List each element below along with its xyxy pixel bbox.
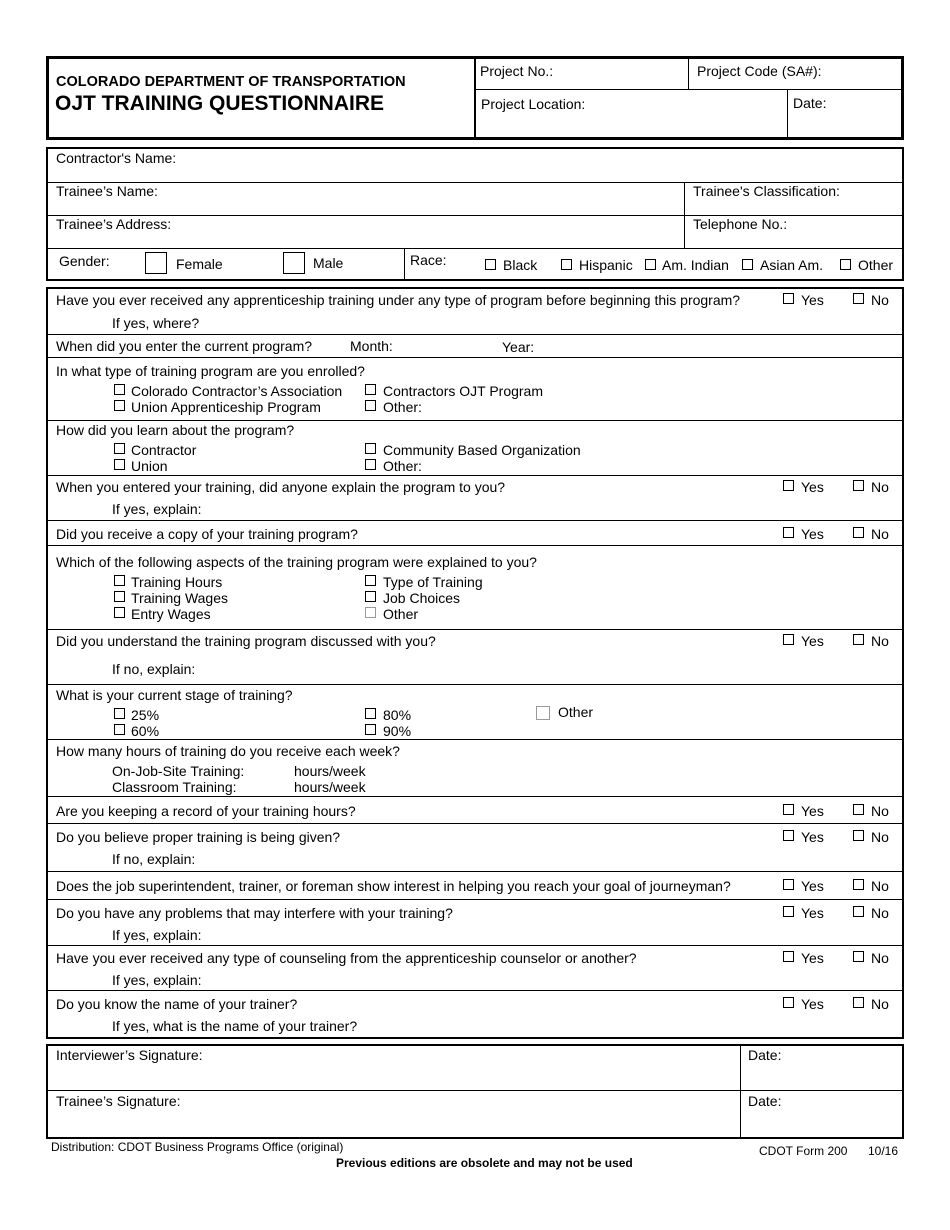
race-am-indian-label: Am. Indian (662, 257, 729, 273)
q9-other-label: Other (558, 704, 594, 720)
q15-no-checkbox[interactable] (853, 951, 864, 962)
project-no-label[interactable]: Project No.: (480, 63, 554, 79)
q14-text: Do you have any problems that may interfere with your training? (56, 905, 453, 921)
q7-wages-checkbox[interactable] (114, 591, 125, 602)
race-black-label: Black (503, 257, 538, 273)
q2-month-field[interactable]: Month: (350, 338, 393, 354)
q2-text: When did you enter the current program? (56, 338, 313, 354)
form-title: OJT TRAINING QUESTIONNAIRE (55, 92, 385, 115)
q10-text: How many hours of training do you receive each week? (56, 743, 400, 759)
gender-label: Gender: (59, 253, 110, 269)
q6-no-label: No (871, 526, 889, 542)
q8-no-label: No (871, 633, 889, 649)
q7-job-label: Job Choices (383, 590, 461, 606)
q2-year-field[interactable]: Year: (502, 339, 535, 355)
divider (47, 796, 903, 797)
q16-yes-label: Yes (801, 996, 824, 1012)
divider (47, 684, 903, 685)
header-divider (474, 58, 476, 138)
race-hispanic-label: Hispanic (579, 257, 633, 273)
q16-followup[interactable]: If yes, what is the name of your trainer? (112, 1018, 358, 1034)
form-number: CDOT Form 200 (759, 1144, 848, 1158)
q1-no-checkbox[interactable] (853, 293, 864, 304)
divider (47, 945, 903, 946)
q3-text: In what type of training program are you enrolled? (56, 363, 365, 379)
q12-no-label: No (871, 829, 889, 845)
q9-text: What is your current stage of training? (56, 687, 293, 703)
q8-followup[interactable]: If no, explain: (112, 661, 196, 677)
q9-25-label: 25% (131, 707, 160, 723)
q6-text: Did you receive a copy of your training program? (56, 526, 358, 542)
q8-no-checkbox[interactable] (853, 634, 864, 645)
telephone-field[interactable]: Telephone No.: (693, 216, 788, 232)
q14-no-checkbox[interactable] (853, 906, 864, 917)
q7-other-label: Other (383, 606, 419, 622)
trainee-signature-field[interactable]: Trainee’s Signature: (56, 1093, 181, 1109)
q10-onsite-label: On-Job-Site Training: (112, 763, 245, 779)
q12-followup[interactable]: If no, explain: (112, 851, 196, 867)
divider (47, 739, 903, 740)
q12-yes-checkbox[interactable] (783, 830, 794, 841)
q11-yes-checkbox[interactable] (783, 804, 794, 815)
race-asian-checkbox[interactable] (742, 259, 753, 270)
q15-yes-checkbox[interactable] (783, 951, 794, 962)
q4-contractor-label: Contractor (131, 442, 197, 458)
q3-cca-checkbox[interactable] (114, 384, 125, 395)
q1-yes-checkbox[interactable] (783, 293, 794, 304)
race-other-label: Other (858, 257, 894, 273)
divider (47, 334, 903, 335)
q8-text: Did you understand the training program discussed with you? (56, 633, 436, 649)
q16-text: Do you know the name of your trainer? (56, 996, 298, 1012)
q7-other-checkbox[interactable] (365, 607, 376, 618)
q7-type-label: Type of Training (383, 574, 483, 590)
female-label: Female (176, 256, 223, 272)
q14-no-label: No (871, 905, 889, 921)
q5-no-label: No (871, 479, 889, 495)
q12-no-checkbox[interactable] (853, 830, 864, 841)
q16-yes-checkbox[interactable] (783, 997, 794, 1008)
q9-90-checkbox[interactable] (365, 724, 376, 735)
q11-text: Are you keeping a record of your training hours? (56, 803, 356, 819)
q12-yes-label: Yes (801, 829, 824, 845)
q4-contractor-checkbox[interactable] (114, 443, 125, 454)
agency-name: COLORADO DEPARTMENT OF TRANSPORTATION (56, 74, 406, 90)
q13-text: Does the job superintendent, trainer, or foreman show interest in helping you reach your goal of journeyman? (56, 878, 731, 894)
q7-text: Which of the following aspects of the training program were explained to you? (56, 554, 537, 570)
q7-hours-checkbox[interactable] (114, 575, 125, 586)
q14-followup[interactable]: If yes, explain: (112, 927, 202, 943)
q13-yes-label: Yes (801, 878, 824, 894)
q13-no-label: No (871, 878, 889, 894)
q4-union-checkbox[interactable] (114, 459, 125, 470)
q4-cbo-label: Community Based Organization (383, 442, 581, 458)
q3-ojt-label: Contractors OJT Program (383, 383, 544, 399)
q3-union-label: Union Apprenticeship Program (131, 399, 321, 415)
q5-no-checkbox[interactable] (853, 480, 864, 491)
race-other-checkbox[interactable] (840, 259, 851, 270)
divider (684, 182, 685, 248)
q6-yes-checkbox[interactable] (783, 527, 794, 538)
q4-text: How did you learn about the program? (56, 422, 295, 438)
q9-80-checkbox[interactable] (365, 708, 376, 719)
obsolete-note: Previous editions are obsolete and may not be used (336, 1156, 633, 1170)
q11-yes-label: Yes (801, 803, 824, 819)
q10-classroom-unit[interactable]: hours/week (294, 779, 366, 795)
q7-entry-checkbox[interactable] (114, 607, 125, 618)
q15-yes-label: Yes (801, 950, 824, 966)
interviewer-date-field[interactable]: Date: (748, 1047, 782, 1063)
divider (47, 248, 903, 249)
q3-union-checkbox[interactable] (114, 400, 125, 411)
female-checkbox[interactable] (145, 252, 167, 274)
male-label: Male (313, 255, 344, 271)
divider (47, 899, 903, 900)
q16-no-label: No (871, 996, 889, 1012)
q16-no-checkbox[interactable] (853, 997, 864, 1008)
divider (787, 90, 788, 138)
q11-no-checkbox[interactable] (853, 804, 864, 815)
q1-yes-label: Yes (801, 292, 824, 308)
q9-90-label: 90% (383, 723, 412, 739)
divider (740, 1045, 741, 1138)
divider (47, 871, 903, 872)
q4-cbo-checkbox[interactable] (365, 443, 376, 454)
q1-text: Have you ever received any apprenticeship training under any type of program before beginning this program? (56, 292, 741, 308)
trainee-name-field[interactable]: Trainee’s Name: (56, 183, 158, 199)
divider (47, 420, 903, 421)
interviewer-signature-field[interactable]: Interviewer’s Signature: (56, 1047, 203, 1063)
race-asian-label: Asian Am. (760, 257, 824, 273)
q7-type-checkbox[interactable] (365, 575, 376, 586)
q5-yes-label: Yes (801, 479, 824, 495)
project-code-label[interactable]: Project Code (SA#): (697, 63, 822, 79)
q14-yes-checkbox[interactable] (783, 906, 794, 917)
q1-followup[interactable]: If yes, where? (112, 315, 200, 331)
trainee-address-field[interactable]: Trainee’s Address: (56, 216, 172, 232)
q9-60-label: 60% (131, 723, 160, 739)
q6-no-checkbox[interactable] (853, 527, 864, 538)
trainee-date-field[interactable]: Date: (748, 1093, 782, 1109)
divider (47, 1090, 903, 1091)
q11-no-label: No (871, 803, 889, 819)
q8-yes-checkbox[interactable] (783, 634, 794, 645)
q5-followup[interactable]: If yes, explain: (112, 501, 202, 517)
q15-text: Have you ever received any type of counseling from the apprenticeship counselor or another? (56, 950, 637, 966)
q4-other-checkbox[interactable] (365, 459, 376, 470)
distribution-note: Distribution: CDOT Business Programs Office (original) (51, 1140, 344, 1154)
q12-text: Do you believe proper training is being given? (56, 829, 341, 845)
divider (47, 520, 903, 521)
q7-hours-label: Training Hours (131, 574, 223, 590)
q3-other-label: Other: (383, 399, 422, 415)
q3-ojt-checkbox[interactable] (365, 384, 376, 395)
male-checkbox[interactable] (283, 252, 305, 274)
q1-no-label: No (871, 292, 889, 308)
divider (47, 629, 903, 630)
q9-other-checkbox[interactable] (536, 706, 550, 720)
q5-yes-checkbox[interactable] (783, 480, 794, 491)
q13-no-checkbox[interactable] (853, 879, 864, 890)
q3-other-checkbox[interactable] (365, 400, 376, 411)
divider (688, 58, 689, 89)
q3-cca-label: Colorado Contractor’s Association (131, 383, 343, 399)
q15-no-label: No (871, 950, 889, 966)
divider (47, 475, 903, 476)
q7-wages-label: Training Wages (131, 590, 229, 606)
q6-yes-label: Yes (801, 526, 824, 542)
q9-60-checkbox[interactable] (114, 724, 125, 735)
divider (47, 545, 903, 546)
q10-onsite-unit[interactable]: hours/week (294, 763, 366, 779)
divider (47, 823, 903, 824)
q7-entry-label: Entry Wages (131, 606, 211, 622)
q4-other-label: Other: (383, 458, 422, 474)
form-revision: 10/16 (868, 1144, 899, 1158)
race-black-checkbox[interactable] (485, 259, 496, 270)
divider (47, 357, 903, 358)
q9-25-checkbox[interactable] (114, 708, 125, 719)
q7-job-checkbox[interactable] (365, 591, 376, 602)
divider (404, 248, 405, 280)
q10-classroom-label: Classroom Training: (112, 779, 237, 795)
race-am-indian-checkbox[interactable] (645, 259, 656, 270)
q9-80-label: 80% (383, 707, 412, 723)
contractor-name-field[interactable]: Contractor's Name: (56, 150, 177, 166)
q5-text: When you entered your training, did anyone explain the program to you? (56, 479, 506, 495)
race-hispanic-checkbox[interactable] (561, 259, 572, 270)
divider (47, 990, 903, 991)
q13-yes-checkbox[interactable] (783, 879, 794, 890)
trainee-classification-field[interactable]: Trainee's Classification: (693, 183, 840, 199)
q8-yes-label: Yes (801, 633, 824, 649)
header-date-label[interactable]: Date: (793, 95, 827, 111)
race-label: Race: (410, 252, 447, 268)
q4-union-label: Union (131, 458, 168, 474)
header-row-divider (475, 89, 901, 90)
q15-followup[interactable]: If yes, explain: (112, 972, 202, 988)
project-location-label[interactable]: Project Location: (481, 96, 586, 112)
q14-yes-label: Yes (801, 905, 824, 921)
